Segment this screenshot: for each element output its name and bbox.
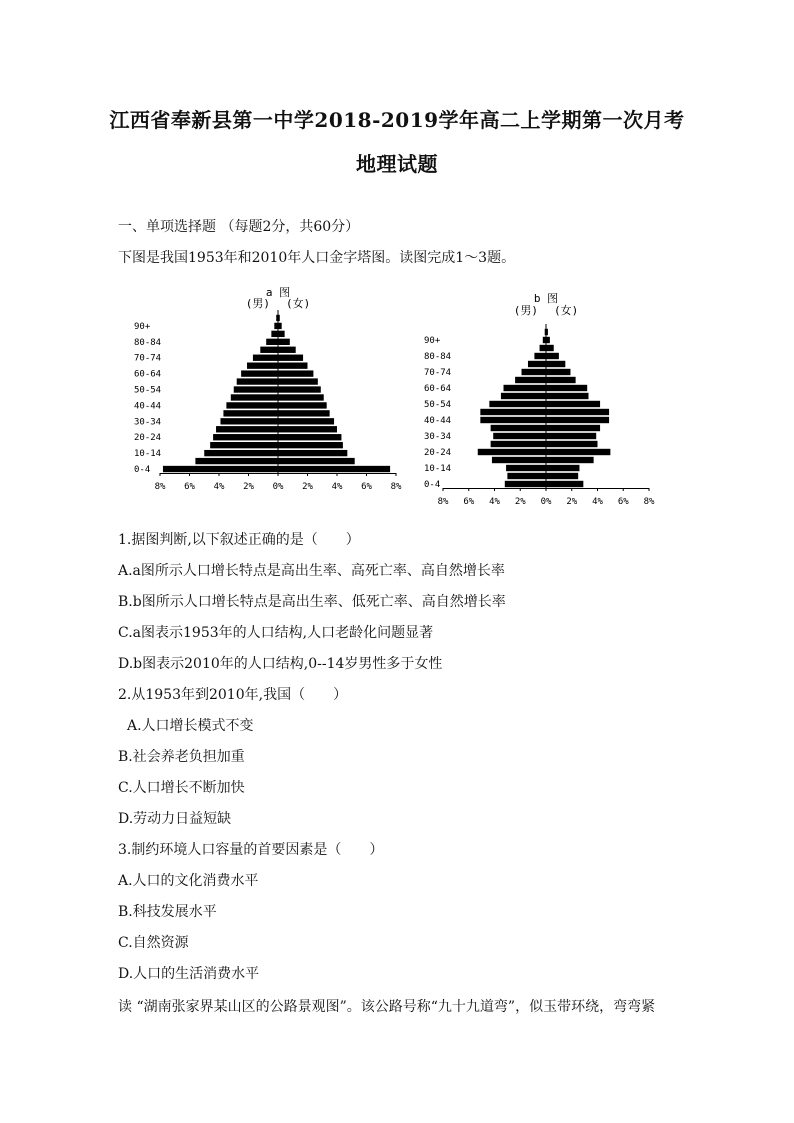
female-bar	[278, 458, 355, 464]
male-bar	[492, 457, 546, 463]
male-label: (男)	[513, 304, 538, 317]
x-tick-label: 6%	[617, 497, 629, 507]
x-tick-label: 2%	[243, 482, 254, 492]
female-bar	[278, 442, 343, 448]
age-tick-label: 70-74	[134, 353, 162, 364]
female-bar	[546, 441, 598, 447]
age-tick-label: 80-84	[424, 352, 452, 362]
male-bar	[216, 426, 278, 432]
female-bar	[278, 394, 324, 400]
male-bar	[480, 409, 546, 415]
female-bar	[546, 417, 609, 423]
male-bar	[241, 370, 278, 376]
age-tick-label: 40-44	[134, 401, 162, 412]
age-tick-label: 10-14	[424, 464, 452, 474]
age-tick-label: 70-74	[424, 368, 452, 378]
female-bar	[278, 323, 282, 329]
question-1-option-a: A.a图所示人口增长特点是高出生率、高死亡率、高自然增长率	[118, 563, 505, 579]
male-bar	[247, 363, 278, 369]
female-bar	[278, 410, 330, 416]
male-bar	[163, 466, 278, 472]
female-bar	[546, 473, 578, 479]
female-bar	[278, 450, 347, 456]
male-bar	[253, 355, 278, 361]
age-tick-label: 50-54	[134, 385, 162, 396]
female-bar	[546, 393, 588, 399]
female-bar	[546, 457, 594, 463]
document-title: 江西省奉新县第一中学2018-2019学年高二上学期第一次月考	[109, 108, 685, 132]
female-bar	[546, 385, 587, 391]
age-tick-label: 40-44	[424, 416, 452, 426]
x-tick-label: 4%	[213, 482, 225, 492]
male-bar	[491, 441, 546, 447]
x-tick-label: 8%	[154, 482, 166, 492]
age-tick-label: 30-34	[134, 417, 162, 428]
age-tick-label: 90+	[424, 336, 441, 346]
age-tick-label: 20-24	[424, 448, 452, 458]
age-tick-label: 30-34	[424, 432, 452, 442]
female-bar	[278, 339, 290, 345]
female-bar	[278, 378, 318, 384]
male-bar	[507, 473, 546, 479]
female-bar	[546, 337, 550, 343]
female-bar	[546, 481, 583, 487]
x-tick-label: 2%	[566, 497, 578, 507]
age-tick-label: 20-24	[134, 433, 162, 444]
question-3-option-d: D.人口的生活消费水平	[118, 966, 260, 982]
question-1-option-d: D.b图表示2010年的人口结构,0--14岁男性多于女性	[118, 656, 443, 672]
male-bar	[489, 401, 546, 407]
intro-text: 下图是我国1953年和2010年人口金字塔图。读图完成1～3题。	[118, 250, 516, 266]
question-3-option-b: B.科技发展水平	[118, 904, 217, 920]
male-bar	[231, 394, 278, 400]
female-label: (女)	[554, 304, 579, 317]
question-3-option-c: C.自然资源	[118, 935, 189, 951]
age-tick-label: 10-14	[134, 449, 162, 460]
male-bar	[226, 402, 278, 408]
female-bar	[546, 345, 554, 351]
question-1-option-c: C.a图表示1953年的人口结构,人口老龄化问题显著	[118, 625, 434, 641]
female-bar	[278, 466, 390, 472]
male-bar	[501, 393, 546, 399]
female-bar	[278, 426, 337, 432]
female-bar	[278, 355, 303, 361]
male-bar	[480, 417, 546, 423]
x-tick-label: 4%	[592, 497, 603, 507]
pyramid-chart-b	[420, 288, 660, 513]
male-bar	[274, 323, 278, 329]
question-1-stem: 1.据图判断,以下叙述正确的是（ ）	[118, 532, 360, 548]
reading-passage: 读 “湖南张家界某山区的公路景观图”。该公路号称“九十九道弯”，似玉带环绕，弯弯紧	[118, 999, 656, 1015]
question-2-option-d: D.劳动力日益短缺	[118, 811, 232, 827]
x-tick-label: 6%	[184, 482, 195, 492]
x-tick-label: 6%	[361, 482, 372, 492]
female-bar	[546, 353, 559, 359]
male-bar	[522, 369, 546, 375]
x-tick-label: 8%	[390, 482, 402, 492]
section-heading: 一、单项选择题 （每题2分，共60分）	[118, 219, 360, 235]
age-tick-label: 60-64	[134, 369, 162, 380]
female-bar	[546, 433, 596, 439]
male-bar	[220, 418, 278, 424]
question-3-stem: 3.制约环境人口容量的首要因素是（ ）	[118, 842, 384, 858]
female-bar	[278, 418, 334, 424]
x-tick-label: 6%	[463, 497, 475, 507]
female-bar	[546, 369, 570, 375]
male-bar	[515, 377, 546, 383]
male-bar	[478, 449, 546, 455]
age-tick-label: 0-4	[134, 465, 151, 476]
male-bar	[210, 442, 278, 448]
x-tick-label: 4%	[331, 482, 343, 492]
female-bar	[278, 434, 341, 440]
x-tick-label: 2%	[514, 497, 526, 507]
male-bar	[528, 361, 546, 367]
female-bar	[278, 386, 321, 392]
female-bar	[546, 401, 600, 407]
age-tick-label: 0-4	[424, 480, 441, 490]
female-bar	[546, 449, 610, 455]
question-1-option-b: B.b图所示人口增长特点是高出生率、低死亡率、高自然增长率	[118, 594, 506, 610]
female-bar	[278, 331, 285, 337]
male-bar	[234, 386, 278, 392]
male-bar	[506, 465, 546, 471]
male-bar	[237, 378, 278, 384]
question-2-stem: 2.从1953年到2010年,我国（ ）	[118, 687, 348, 703]
question-2-option-c: C.人口增长不断加快	[118, 780, 245, 796]
age-tick-label: 60-64	[424, 384, 452, 394]
male-bar	[213, 434, 278, 440]
male-bar	[271, 331, 278, 337]
pyramid-title: b 图	[533, 292, 559, 305]
male-bar	[505, 481, 546, 487]
female-bar	[546, 425, 600, 431]
male-bar	[491, 425, 546, 431]
male-bar	[540, 345, 546, 351]
female-label: (女)	[286, 297, 311, 310]
male-bar	[195, 458, 278, 464]
x-tick-label: 2%	[302, 482, 313, 492]
population-pyramids-figure	[130, 278, 670, 507]
male-bar	[260, 347, 278, 353]
male-bar	[493, 433, 546, 439]
pyramid-chart-a	[130, 278, 400, 503]
male-bar	[504, 385, 546, 391]
age-tick-label: 80-84	[134, 337, 162, 348]
document-subtitle: 地理试题	[356, 152, 438, 176]
male-bar	[204, 450, 278, 456]
x-tick-label: 4%	[489, 497, 500, 507]
x-tick-label: 0%	[540, 497, 552, 507]
question-2-option-a: A.人口增长模式不变	[127, 718, 254, 734]
male-bar	[266, 339, 278, 345]
female-bar	[278, 402, 327, 408]
female-bar	[278, 347, 296, 353]
female-bar	[546, 409, 609, 415]
male-bar	[223, 410, 278, 416]
x-tick-label: 8%	[643, 497, 655, 507]
female-bar	[546, 465, 579, 471]
female-bar	[278, 363, 308, 369]
question-2-option-b: B.社会养老负担加重	[118, 749, 245, 765]
male-bar	[534, 353, 546, 359]
male-label: (男)	[245, 297, 270, 310]
x-tick-label: 0%	[272, 482, 284, 492]
female-bar	[546, 377, 576, 383]
female-bar	[546, 361, 565, 367]
female-bar	[278, 370, 313, 376]
pyramid-title: a 图	[265, 286, 291, 299]
x-tick-label: 8%	[437, 497, 449, 507]
question-3-option-a: A.人口的文化消费水平	[118, 873, 259, 889]
age-tick-label: 90+	[134, 321, 151, 332]
age-tick-label: 50-54	[424, 400, 452, 410]
